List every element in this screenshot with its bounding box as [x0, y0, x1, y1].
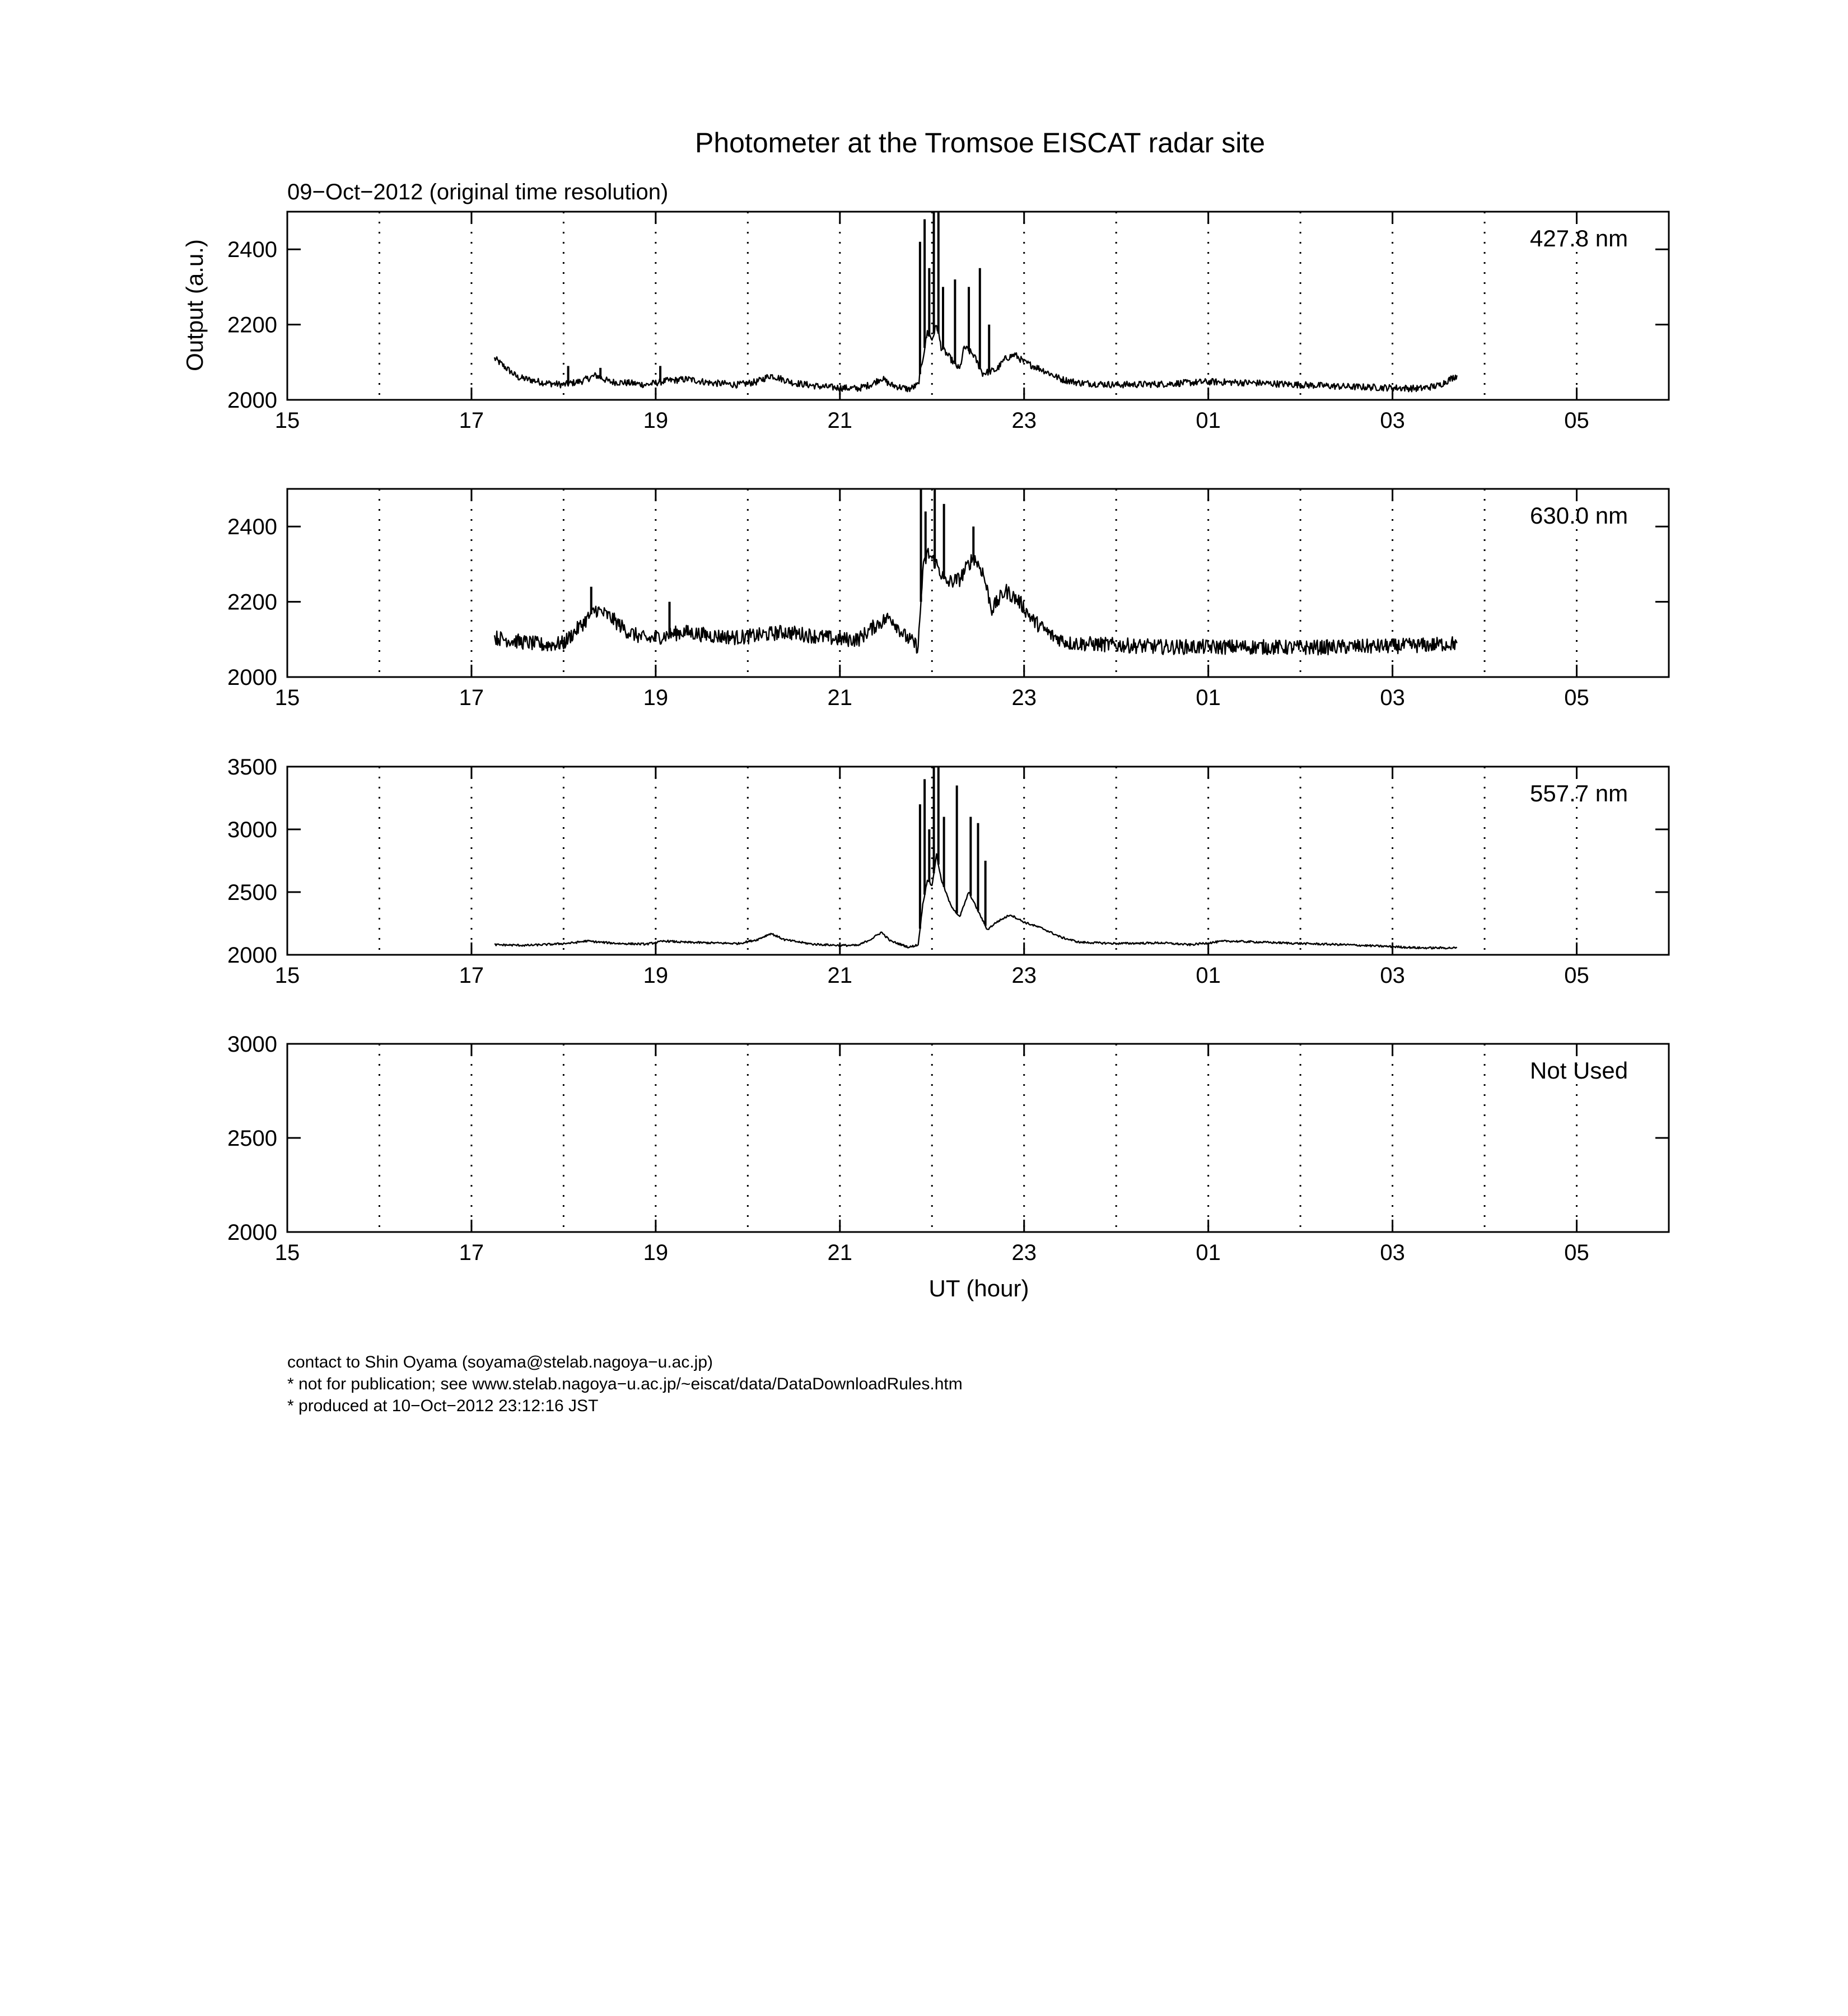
x-tick-label: 05 — [1564, 408, 1589, 433]
footer-publication-note: * not for publication; see www.stelab.nagoya−u.ac.jp/~eiscat/data/DataDownloadRules.htm — [287, 1375, 963, 1393]
x-tick-label: 21 — [827, 685, 853, 710]
x-tick-label: 01 — [1196, 685, 1221, 710]
x-tick-label: 01 — [1196, 408, 1221, 433]
x-tick-label: 21 — [827, 1240, 853, 1265]
panel-4 — [227, 1032, 1669, 1265]
y-tick-label: 2000 — [227, 388, 277, 413]
x-tick-label: 21 — [827, 963, 853, 988]
x-tick-label: 03 — [1380, 685, 1405, 710]
y-tick-label: 2500 — [227, 880, 277, 905]
y-tick-label: 2400 — [227, 515, 277, 540]
x-tick-label: 17 — [459, 963, 484, 988]
x-axis-label: UT (hour) — [928, 1275, 1029, 1301]
x-tick-label: 23 — [1011, 1240, 1037, 1265]
x-tick-label: 03 — [1380, 963, 1405, 988]
footer-produced-at: * produced at 10−Oct−2012 23:12:16 JST — [287, 1397, 599, 1415]
x-tick-label: 23 — [1011, 685, 1037, 710]
panel-wavelength-label: 630.0 nm — [1530, 502, 1628, 529]
x-tick-label: 15 — [274, 408, 300, 433]
x-tick-label: 01 — [1196, 963, 1221, 988]
panel-wavelength-label: Not Used — [1530, 1057, 1628, 1084]
x-tick-label: 15 — [274, 685, 300, 710]
x-tick-label: 19 — [643, 408, 669, 433]
x-tick-label: 03 — [1380, 1240, 1405, 1265]
y-tick-label: 2000 — [227, 665, 277, 690]
x-tick-label: 23 — [1011, 963, 1037, 988]
panel-frame — [287, 489, 1669, 677]
x-tick-label: 05 — [1564, 685, 1589, 710]
panel-2 — [227, 489, 1669, 710]
y-tick-label: 3500 — [227, 755, 277, 780]
x-tick-label: 05 — [1564, 1240, 1589, 1265]
y-tick-label: 2200 — [227, 312, 277, 338]
chart-subtitle: 09−Oct−2012 (original time resolution) — [287, 180, 669, 204]
x-tick-label: 19 — [643, 685, 669, 710]
x-tick-label: 17 — [459, 685, 484, 710]
x-tick-label: 03 — [1380, 408, 1405, 433]
y-tick-label: 2500 — [227, 1126, 277, 1151]
chart-title: Photometer at the Tromsoe EISCAT radar site — [694, 127, 1266, 158]
data-trace — [494, 325, 1457, 391]
data-trace — [494, 854, 1457, 949]
x-tick-label: 23 — [1011, 408, 1037, 433]
panel-frame — [287, 212, 1669, 400]
x-tick-label: 01 — [1196, 1240, 1221, 1265]
y-tick-label: 2400 — [227, 237, 277, 263]
y-tick-label: 3000 — [227, 818, 277, 842]
panel-1 — [227, 212, 1669, 433]
panel-wavelength-label: 427.8 nm — [1530, 225, 1628, 251]
x-tick-label: 17 — [459, 408, 484, 433]
y-tick-label: 2000 — [227, 943, 277, 968]
panel-frame — [287, 1044, 1669, 1232]
y-tick-label: 2000 — [227, 1220, 277, 1245]
y-tick-label: 3000 — [227, 1032, 277, 1057]
x-tick-label: 17 — [459, 1240, 484, 1265]
y-axis-label: Output (a.u.) — [181, 239, 208, 371]
y-tick-label: 2200 — [227, 590, 277, 615]
x-tick-label: 21 — [827, 408, 853, 433]
x-tick-label: 15 — [274, 963, 300, 988]
panel-wavelength-label: 557.7 nm — [1530, 780, 1628, 806]
x-tick-label: 19 — [643, 1240, 669, 1265]
panel-3 — [227, 755, 1669, 988]
x-tick-label: 05 — [1564, 963, 1589, 988]
x-tick-label: 19 — [643, 963, 669, 988]
data-trace — [494, 548, 1457, 655]
x-tick-label: 15 — [274, 1240, 300, 1265]
panels-group — [227, 212, 1669, 1265]
footer-contact: contact to Shin Oyama (soyama@stelab.nagoya−u.ac.jp) — [287, 1353, 713, 1371]
